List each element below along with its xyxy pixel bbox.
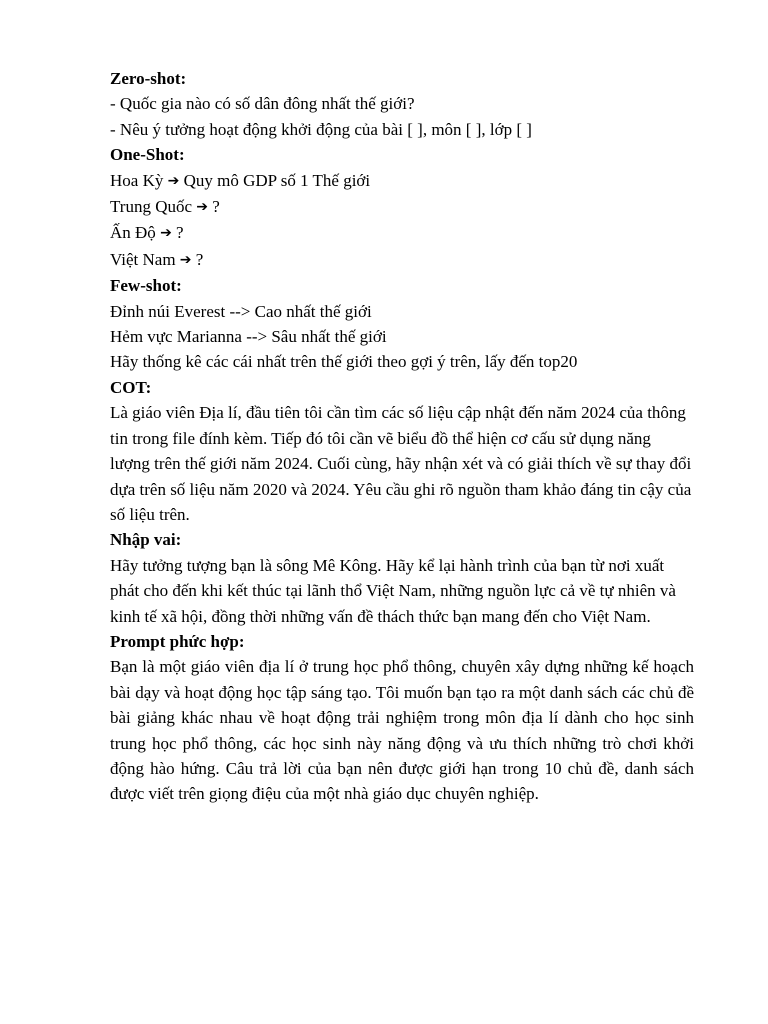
arrow-right-icon: ➔ [179, 251, 192, 268]
one-shot-left: Hoa Kỳ [110, 170, 164, 190]
nhap-vai-heading: Nhập vai: [110, 530, 182, 550]
one-shot-right: ? [176, 223, 184, 243]
few-shot-line: Đỉnh núi Everest --> Cao nhất thế giới [110, 301, 372, 321]
document-page [110, 66, 694, 807]
few-shot-heading: Few-shot: [110, 276, 182, 296]
few-shot-line: Hẻm vực Marianna --> Sâu nhất thế giới [110, 327, 387, 347]
one-shot-left: Ấn Độ [110, 223, 156, 243]
one-shot-right: ? [212, 197, 220, 217]
one-shot-row [110, 220, 694, 246]
zero-shot-item: - Nêu ý tưởng hoạt động khởi động của bài [ ], môn [ ], lớp [ ] [110, 119, 532, 139]
one-shot-row [110, 247, 694, 273]
nhap-vai-paragraph: Hãy tưởng tượng bạn là sông Mê Kông. Hãy kể lại hành trình của bạn từ nơi xuất phát cho đến khi kết thúc tại lãnh thổ Việt Nam, những nguồn lực cả về tự nhiên và kinh tế xã hội, đồng thời những vấn đề thách thức bạn mang đến cho Việt Nam. [110, 555, 676, 626]
few-shot-line: Hãy thống kê các cái nhất trên thế giới theo gợi ý trên, lấy đến top20 [110, 352, 578, 372]
prompt-phuc-hop-heading: Prompt phức hợp: [110, 631, 245, 651]
one-shot-heading: One-Shot: [110, 145, 185, 165]
zero-shot-heading: Zero-shot: [110, 69, 187, 88]
one-shot-right: Quy mô GDP số 1 Thế giới [183, 170, 371, 190]
arrow-right-icon: ➔ [167, 172, 180, 189]
one-shot-row [110, 168, 694, 194]
arrow-right-icon: ➔ [196, 199, 209, 216]
zero-shot-item: - Quốc gia nào có số dân đông nhất thế giới? [110, 94, 415, 114]
one-shot-left: Việt Nam [110, 249, 176, 269]
one-shot-row [110, 194, 694, 220]
arrow-right-icon: ➔ [160, 225, 172, 242]
cot-paragraph: Là giáo viên Địa lí, đầu tiên tôi cần tìm các số liệu cập nhật đến năm 2024 của thông tin trong file đính kèm. Tiếp đó tôi cần vẽ biểu đồ thể hiện cơ cấu sử dụng năng lượng trên thế giới năm 2024. Cuối cùng, hãy nhận xét và có giải thích về sự thay đổi dựa trên số liệu năm 2020 và 2024. Yêu cầu ghi rõ nguồn tham khảo đáng tin cậy của số liệu trên. [110, 403, 692, 524]
one-shot-left: Trung Quốc [110, 197, 193, 217]
one-shot-right: ? [195, 249, 204, 269]
cot-heading: COT: [110, 377, 152, 397]
prompt-phuc-hop-paragraph: Bạn là một giáo viên địa lí ở trung học phổ thông, chuyên xây dựng những kế hoạch bài dạy và hoạt động học tập sáng tạo. Tôi muốn bạn tạo ra một danh sách các chủ đề bài giảng khác nhau về hoạt động trải nghiệm trong môn địa lí dành cho học sinh trung học phổ thông, các học sinh này năng động và ưu thích những trò chơi khởi động hào hứng. Câu trả lời của bạn nên được giới hạn trong 10 chủ đề, danh sách được viết trên giọng điệu của một nhà giáo dục chuyên nghiệp. [110, 657, 694, 804]
